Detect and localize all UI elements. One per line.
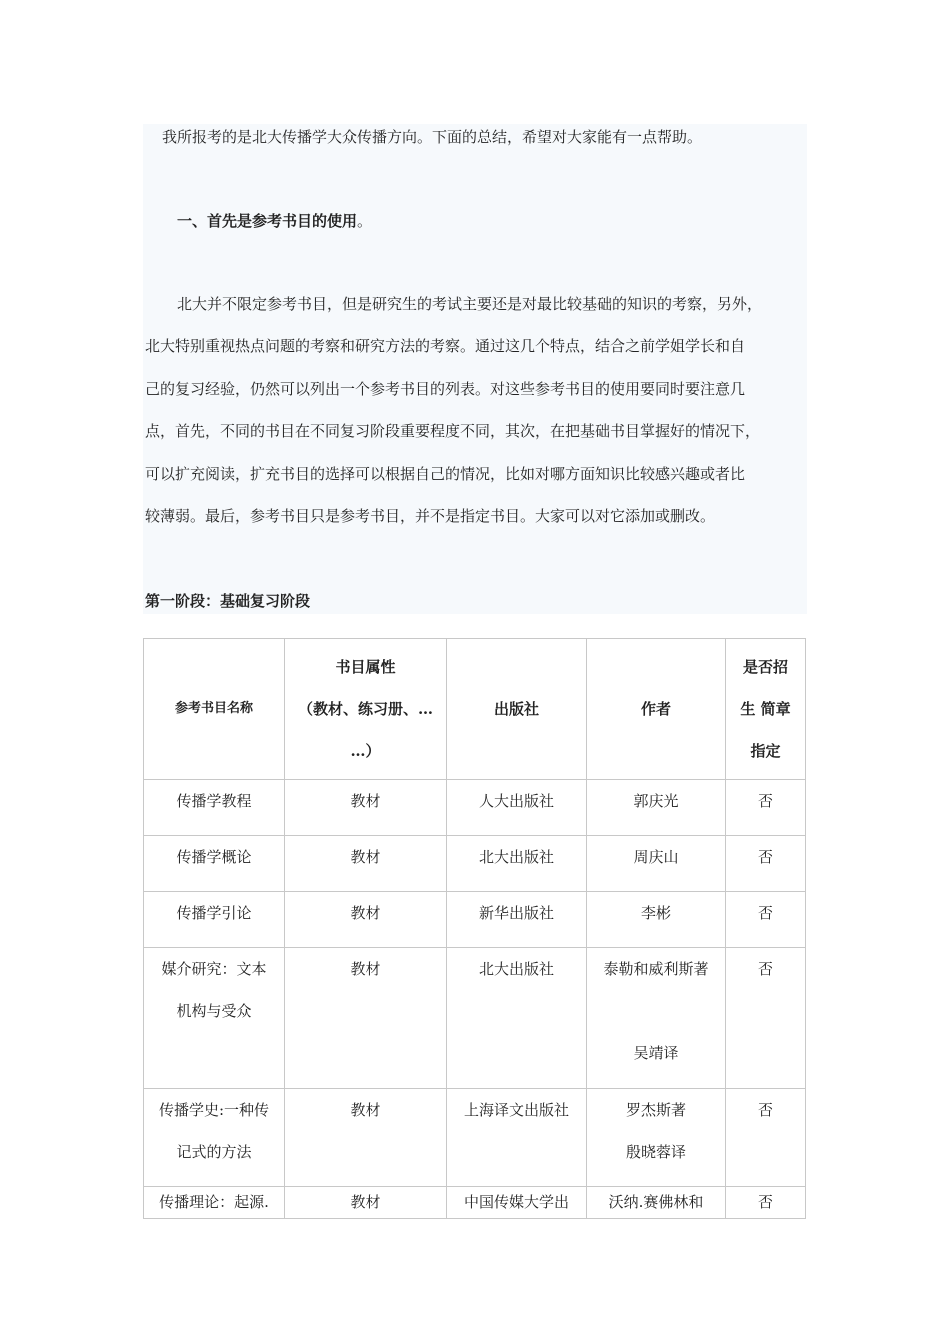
book-author-line (593, 990, 719, 1032)
book-name: 传播理论：起源. (144, 1187, 285, 1219)
header-designated-line: 是否招 (742, 658, 788, 676)
book-publisher: 新华出版社 (447, 892, 587, 948)
book-author-line: 吴靖译 (633, 1044, 679, 1062)
header-designated (726, 639, 806, 780)
book-author: 沃纳.赛佛林和 (587, 1187, 726, 1219)
intro-text: 我所报考的是北大传播学大众传播方向。下面的总结，希望对大家能有一点帮助。 (162, 128, 703, 146)
paragraph-line: 北大并不限定参考书目，但是研究生的考试主要还是对最比较基础的知识的考察，另外， (177, 295, 763, 313)
header-designated-line: 生 简章 (740, 700, 791, 718)
header-attr-line: 书目属性 (335, 658, 396, 676)
book-author (587, 1089, 726, 1187)
book-designated: 否 (726, 836, 806, 892)
table-row (144, 1187, 806, 1219)
book-author-line: 泰勒和威利斯著 (603, 960, 709, 978)
book-name: 传播学引论 (144, 892, 285, 948)
book-attribute: 教材 (285, 1187, 447, 1219)
book-name-line: 机构与受众 (176, 1002, 252, 1020)
book-designated: 否 (726, 1187, 806, 1219)
header-book-attribute (285, 639, 447, 780)
header-author: 作者 (587, 639, 726, 780)
reference-books-table (143, 638, 806, 1219)
header-publisher: 出版社 (447, 639, 587, 780)
book-name (144, 948, 285, 1089)
book-name-line: 记式的方法 (176, 1143, 252, 1161)
book-attribute: 教材 (285, 836, 447, 892)
paragraph-line: 可以扩充阅读，扩充书目的选择可以根据自己的情况，比如对哪方面知识比较感兴趣或者比 (145, 464, 746, 483)
book-attribute: 教材 (285, 892, 447, 948)
book-attribute: 教材 (285, 948, 447, 1089)
table-row (144, 948, 806, 1089)
header-book-name: 参考书目名称 (144, 639, 285, 780)
header-attr-line: （教材、练习册、… (297, 700, 433, 718)
book-author: 周庆山 (587, 836, 726, 892)
book-publisher: 上海译文出版社 (447, 1089, 587, 1187)
header-attr-line: …） (350, 742, 381, 760)
book-designated: 否 (726, 892, 806, 948)
book-author-line: 殷晓蓉译 (625, 1143, 686, 1161)
table-row (144, 892, 806, 948)
book-author-line: 罗杰斯著 (625, 1101, 686, 1119)
table-row (144, 1089, 806, 1187)
book-designated: 否 (726, 948, 806, 1089)
book-author: 郭庆光 (587, 780, 726, 836)
section-title (177, 200, 372, 242)
table-header-row (144, 639, 806, 780)
paragraph-line: 己的复习经验，仍然可以列出一个参考书目的列表。对这些参考书目的使用要同时要注意几 (145, 379, 746, 398)
book-name: 传播学概论 (144, 836, 285, 892)
paragraph-line: 较薄弱。最后，参考书目只是参考书目，并不是指定书目。大家可以对它添加或删改。 (145, 506, 716, 525)
book-publisher: 中国传媒大学出 (447, 1187, 587, 1219)
book-name (144, 1089, 285, 1187)
book-attribute: 教材 (285, 1089, 447, 1187)
paragraph-line: 点，首先，不同的书目在不同复习阶段重要程度不同，其次，在把基础书目掌握好的情况下， (145, 422, 761, 441)
section-title-period: 。 (357, 212, 373, 230)
table-row (144, 780, 806, 836)
book-name: 传播学教程 (144, 780, 285, 836)
section-title-text: 一、首先是参考书目的使用 (177, 212, 358, 230)
book-attribute: 教材 (285, 780, 447, 836)
body-paragraph (145, 283, 835, 537)
paragraph-line: 北大特别重视热点问题的考察和研究方法的考察。通过这几个特点，结合之前学姐学长和自 (145, 337, 746, 356)
book-publisher: 北大出版社 (447, 948, 587, 1089)
book-name-line: 传播学史:一种传 (158, 1101, 270, 1119)
stage-title: 第一阶段：基础复习阶段 (145, 592, 311, 610)
book-publisher: 人大出版社 (447, 780, 587, 836)
book-designated: 否 (726, 780, 806, 836)
book-author (587, 948, 726, 1089)
header-designated-line: 指定 (750, 742, 781, 760)
table-row (144, 836, 806, 892)
book-author: 李彬 (587, 892, 726, 948)
book-designated: 否 (726, 1089, 806, 1187)
book-publisher: 北大出版社 (447, 836, 587, 892)
book-name-line: 媒介研究：文本 (161, 960, 267, 978)
